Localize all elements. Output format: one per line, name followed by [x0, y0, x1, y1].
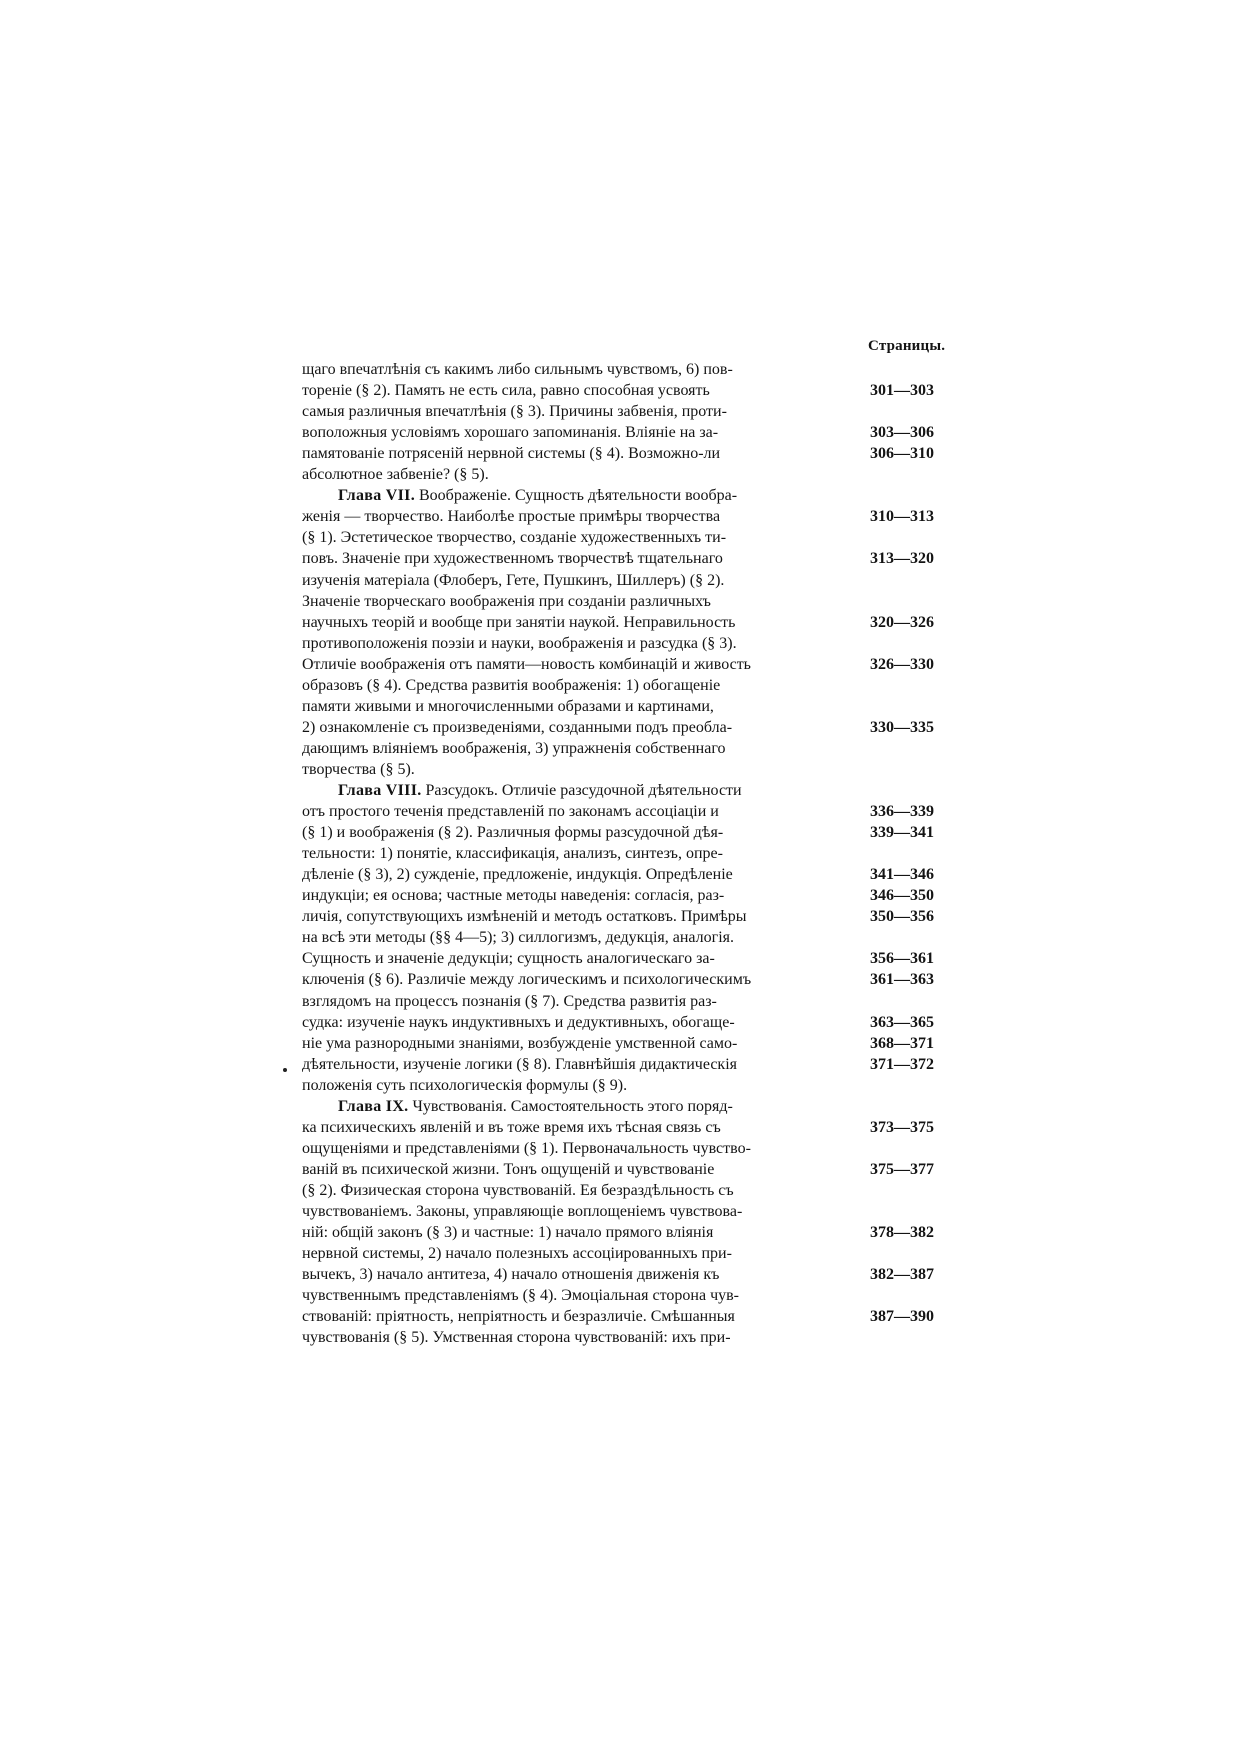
toc-line: Глава VIII. Разсудокъ. Отличіе разсудочной дѣятельности [338, 782, 742, 799]
toc-line: нервной системы, 2) начало полезныхъ ассоціированныхъ при- [302, 1245, 732, 1262]
toc-line: индукціи; ея основа; частные методы наведенія: согласія, раз- [302, 887, 725, 904]
toc-line: ключенія (§ 6). Различіе между логическимъ и психологическимъ [302, 971, 752, 988]
toc-line: изученія матеріала (Флоберъ, Гете, Пушкинъ, Шиллеръ) (§ 2). [302, 572, 725, 589]
toc-line: на всѣ эти методы (§§ 4—5); 3) силлогизмъ, дедукція, аналогія. [302, 929, 735, 946]
toc-line: (§ 2). Физическая сторона чувствованій. Ея безраздѣльность съ [302, 1182, 734, 1199]
toc-line: Сущность и значеніе дедукціи; сущность аналогическаго за- [302, 950, 715, 967]
page-range: 336—339 [870, 803, 934, 820]
toc-line: самыя различныя впечатлѣнія (§ 3). Причины забвенія, проти- [302, 403, 727, 420]
page-range: 350—356 [870, 908, 934, 925]
toc-line: 2) ознакомленіе съ произведеніями, созданными подъ преобла- [302, 719, 733, 736]
toc-line: дѣленіе (§ 3), 2) сужденіе, предложеніе, индукція. Опредѣленіе [302, 866, 733, 883]
toc-line: Глава IX. Чувствованія. Самостоятельность этого поряд- [338, 1098, 733, 1115]
toc-line: ній: общій законъ (§ 3) и частные: 1) начало прямого вліянія [302, 1224, 714, 1241]
toc-line: ствованій: пріятность, непріятность и безразличіе. Смѣшанныя [302, 1308, 735, 1325]
toc-line: памятованіе потрясеній нервной системы (§ 4). Возможно-ли [302, 445, 721, 462]
toc-line: ваній въ психической жизни. Тонъ ощущеній и чувствованіе [302, 1161, 715, 1178]
toc-line: женія — творчество. Наиболѣе простые примѣры творчества [302, 508, 721, 525]
page-range: 373—375 [870, 1119, 934, 1136]
toc-line: творчества (§ 5). [302, 761, 415, 778]
page-range: 303—306 [870, 424, 934, 441]
toc-line: тельности: 1) понятіе, классификація, анализъ, синтезъ, опре- [302, 845, 723, 862]
page-range: 341—346 [870, 866, 934, 883]
toc-line: повъ. Значеніе при художественномъ творчествѣ тщательнаго [302, 550, 723, 567]
page-range: 326—330 [870, 656, 934, 673]
toc-line: чувственнымъ представленіямъ (§ 4). Эмоціальная сторона чув- [302, 1287, 739, 1304]
page-range: 371—372 [870, 1056, 934, 1073]
page-range: 356—361 [870, 950, 934, 967]
toc-line: взглядомъ на процессъ познанія (§ 7). Средства развитія раз- [302, 993, 717, 1010]
page-range: 313—320 [870, 550, 934, 567]
page-range: 320—326 [870, 614, 934, 631]
page-range: 363—365 [870, 1014, 934, 1031]
page-range: 346—350 [870, 887, 934, 904]
toc-line: тореніе (§ 2). Память не есть сила, равно способная усвоять [302, 382, 710, 399]
toc-line: щаго впечатлѣнія съ какимъ либо сильнымъ чувствомъ, 6) пов- [302, 361, 733, 378]
page-range: 361—363 [870, 971, 934, 988]
toc-line: воположныя условіямъ хорошаго запоминанія. Вліяніе на за- [302, 424, 719, 441]
toc-line: ка психическихъ явленій и въ тоже время ихъ тѣсная связь съ [302, 1119, 721, 1136]
page-range: 378—382 [870, 1224, 934, 1241]
toc-line: личія, сопутствующихъ измѣненій и методъ остатковъ. Примѣры [302, 908, 747, 925]
page-range: 387—390 [870, 1308, 934, 1325]
toc-line: (§ 1) и воображенія (§ 2). Различныя формы разсудочной дѣя- [302, 824, 724, 841]
toc-line: Значеніе творческаго воображенія при созданіи различныхъ [302, 593, 711, 610]
toc-line: положенія суть психологическія формулы (§ 9). [302, 1077, 628, 1094]
toc-line: ощущеніями и представленіями (§ 1). Первоначальность чувство- [302, 1140, 751, 1157]
toc-line: отъ простого теченія представленій по законамъ ассоціаціи и [302, 803, 719, 820]
toc-line: (§ 1). Эстетическое творчество, созданіе художественныхъ ти- [302, 529, 727, 546]
page-range: 306—310 [870, 445, 934, 462]
toc-line: Глава VII. Воображеніе. Сущность дѣятельности вообра- [338, 487, 738, 504]
page-range: 310—313 [870, 508, 934, 525]
page-range: 368—371 [870, 1035, 934, 1052]
toc-line: чувствованіемъ. Законы, управляющіе воплощеніемъ чувствова- [302, 1203, 743, 1220]
page-range: 375—377 [870, 1161, 934, 1178]
toc-line: дѣятельности, изученіе логики (§ 8). Главнѣйшія дидактическія [302, 1056, 737, 1073]
toc-line: судка: изученіе наукъ индуктивныхъ и дедуктивныхъ, обогаще- [302, 1014, 735, 1031]
toc-line: ніе ума разнородными знаніями, возбужденіе умственной само- [302, 1035, 738, 1052]
toc-line: вычекъ, 3) начало антитеза, 4) начало отношенія движенія къ [302, 1266, 720, 1283]
toc-line: памяти живыми и многочисленными образами и картинами, [302, 698, 714, 715]
toc-line: образовъ (§ 4). Средства развитія воображенія: 1) обогащеніе [302, 677, 721, 694]
toc-line: противоположенія поэзіи и науки, воображенія и разсудка (§ 3). [302, 635, 737, 652]
page-range: 301—303 [870, 382, 934, 399]
toc-line: чувствованія (§ 5). Умственная сторона чувствованій: ихъ при- [302, 1329, 731, 1346]
page-range: 382—387 [870, 1266, 934, 1283]
page-range: 330—335 [870, 719, 934, 736]
toc-line: дающимъ вліяніемъ воображенія, 3) упражненія собственнаго [302, 740, 726, 757]
margin-mark [283, 1068, 287, 1072]
column-header: Страницы. [868, 338, 946, 354]
toc-line: Отличіе воображенія отъ памяти—новость комбинацій и живость [302, 656, 751, 673]
page-range: 339—341 [870, 824, 934, 841]
toc-line: научныхъ теорій и вообще при занятіи наукой. Неправильность [302, 614, 736, 631]
toc-line: абсолютное забвеніе? (§ 5). [302, 466, 489, 483]
